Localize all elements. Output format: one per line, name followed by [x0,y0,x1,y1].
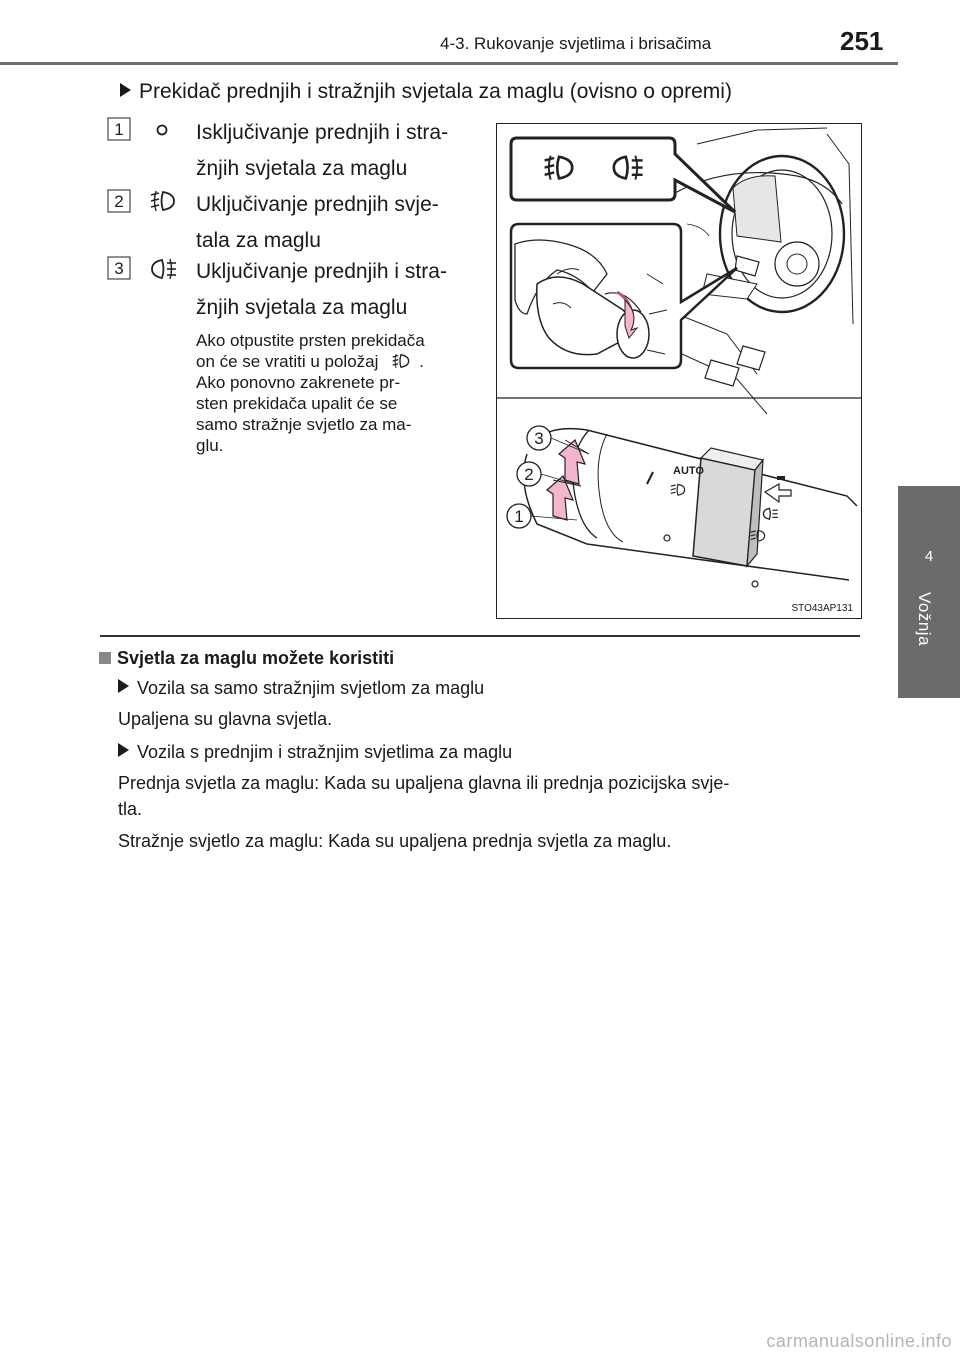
usage-section-title: Svjetla za maglu možete koristiti [99,648,394,669]
figure-callout-2: 2 [524,465,534,484]
item-2-number-icon [106,188,132,214]
figure-callout-1: 1 [514,507,524,526]
rear-only-text: Upaljena su glavna svjetla. [118,709,333,729]
illustration-drawing [497,124,861,618]
front-rear-subheading: Vozila s prednjim i stražnjim svjetlima za maglu [118,742,512,763]
figure-code: STO43AP131 [791,603,853,614]
icon-callout-bubble [511,138,735,212]
triangle-bullet-icon [120,83,131,97]
side-tab-label: Vožnja [915,592,934,647]
side-tab-number: 4 [924,548,934,565]
rear-only-subheading: Vozila sa samo stražnjim svjetlom za maglu [118,678,484,699]
svg-text:1: 1 [114,120,124,139]
item-3-number-icon [106,255,132,281]
front-rear-fog-light-icon [148,256,178,282]
header-divider [0,62,898,65]
page-number: 251 [840,26,884,56]
square-bullet-icon [99,652,111,664]
svg-text:2: 2 [114,192,124,211]
chapter-title: 4-3. Rukovanje svjetlima i brisačima [440,34,712,53]
triangle-bullet-icon [118,679,129,693]
off-position-icon [148,120,176,140]
svg-text:3: 3 [114,259,124,278]
triangle-bullet-icon [118,743,129,757]
front-fog-usage-text: Prednja svjetla za maglu: Kada su upaljena glavna ili prednja pozicijska svje- tla. [118,773,730,819]
item-3-description: Uključivanje prednjih i stra- žnjih svjetala za maglu [196,260,447,319]
ring-return-note: Ako otpustite prsten prekidača on će se vratiti u položaj . Ako ponovno zakrenete pr- sten prekidača upalit će se samo stražnje svjetlo za ma- glu. [196,331,425,455]
fog-switch-illustration [496,123,862,619]
watermark: carmanualsonline.info [766,1331,952,1351]
auto-position-label: AUTO [673,465,704,477]
rear-fog-usage-text: Stražnje svjetlo za maglu: Kada su upaljena prednja svjetla za maglu. [118,831,672,851]
fog-switch-heading [120,80,732,104]
figure-callout-3: 3 [534,429,544,448]
item-2-description: Uključivanje prednjih svje- tala za maglu [196,193,439,252]
front-fog-light-icon [148,188,178,214]
front-fog-light-inline-icon [387,352,415,370]
item-1-description: Isključivanje prednjih i stra- žnjih svjetala za maglu [196,121,449,180]
item-1-number-icon [106,116,132,142]
chapter-side-tab [898,486,960,698]
fog-switch-heading-text: Prekidač prednjih i stražnjih svjetala za maglu (ovisno o opremi) [139,80,732,103]
section-divider [100,635,860,637]
